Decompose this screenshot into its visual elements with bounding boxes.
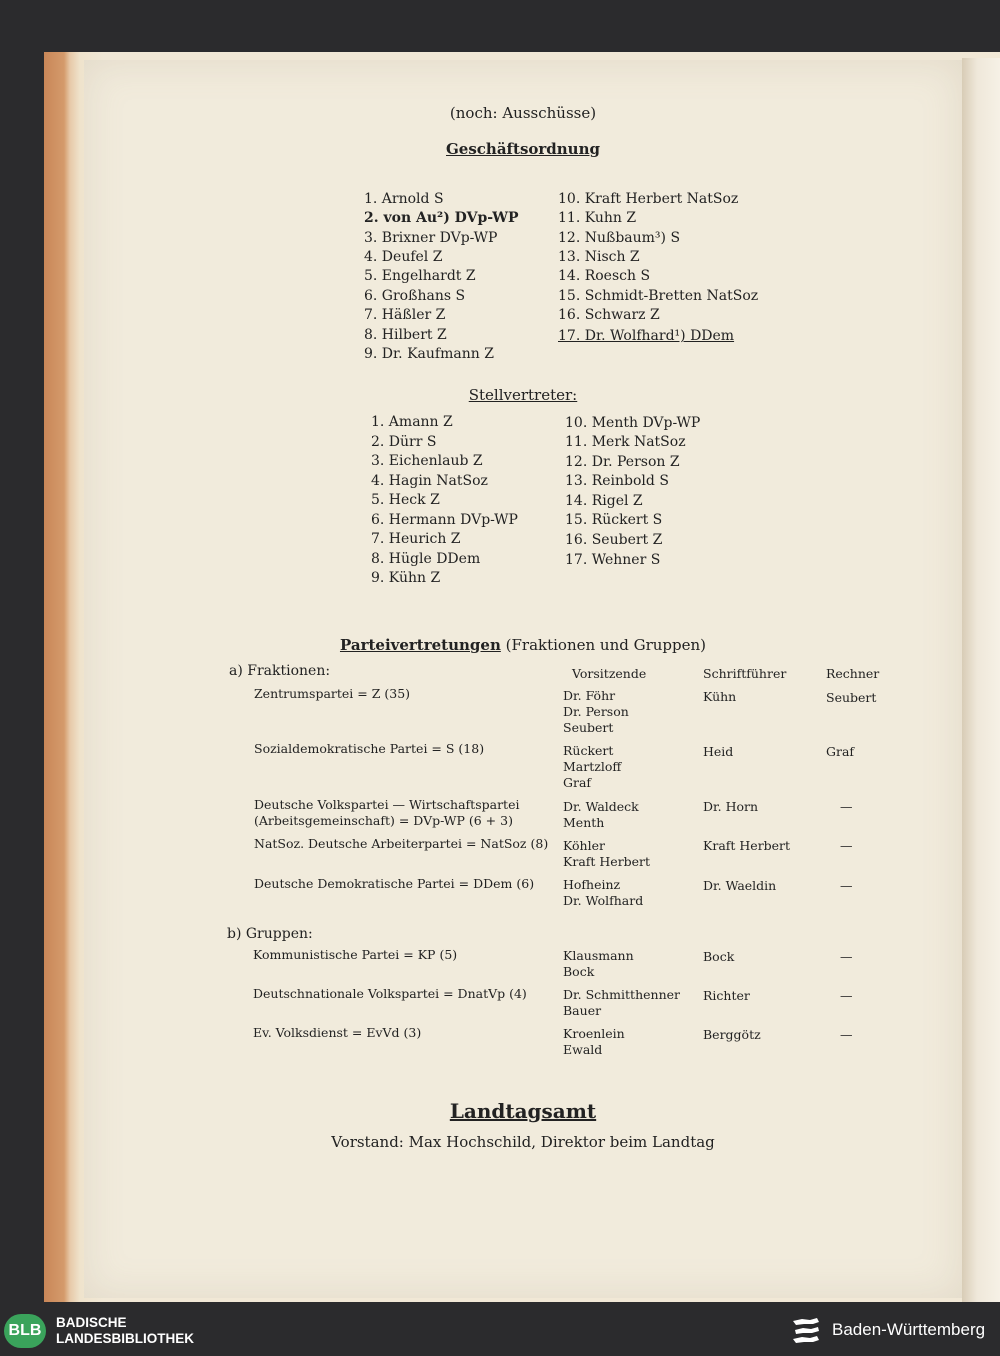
list-item: 13. Nisch Z [558, 249, 640, 265]
list-item: 8. Hügle DDem [371, 551, 481, 567]
chair-name: Dr. Person [563, 704, 629, 719]
chair-name: Dr. Wolfhard [563, 893, 644, 908]
party-name: NatSoz. Deutsche Arbeiterpartei = NatSoz (8) [254, 836, 549, 851]
section-title-parteivertretungen [84, 636, 962, 654]
column-header-vorsitzende: Vorsitzende [572, 666, 647, 681]
state-name[interactable]: Baden-Württemberg [832, 1320, 986, 1339]
chair-name: Martzloff [563, 759, 622, 774]
section-title-landtagsamt: Landtagsamt [449, 1099, 597, 1123]
chair-name: Graf [563, 775, 592, 790]
chair-name: Kroenlein [563, 1026, 625, 1041]
vorstand-line: Vorstand: Max Hochschild, Direktor beim Landtag [331, 1133, 715, 1151]
list-item: 5. Heck Z [371, 492, 440, 508]
treasurer-name: Graf [826, 744, 855, 759]
list-item: 8. Hilbert Z [364, 327, 447, 343]
secretary-name: Kraft Herbert [703, 838, 791, 853]
library-name[interactable] [56, 1315, 194, 1347]
party-name: Deutsche Volkspartei — Wirtschaftspartei [254, 797, 520, 812]
list-item: 16. Schwarz Z [558, 307, 660, 323]
party-name: Kommunistische Partei = KP (5) [253, 947, 458, 962]
party-name: Deutsche Demokratische Partei = DDem (6) [254, 876, 535, 891]
treasurer-name: Seubert [826, 690, 877, 705]
secretary-name: Dr. Waeldin [703, 878, 777, 893]
chair-name: Dr. Föhr [563, 688, 616, 703]
secretary-name: Dr. Horn [703, 799, 759, 814]
list-item: 16. Seubert Z [565, 532, 663, 548]
section-title-geschaeftsordnung: Geschäftsordnung [446, 140, 600, 158]
section-title-stellvertreter: Stellvertreter: [468, 386, 578, 404]
list-item: 14. Roesch S [558, 268, 651, 284]
list-item: 17. Dr. Wolfhard¹) DDem [558, 328, 735, 344]
party-name: Ev. Volksdienst = EvVd (3) [253, 1025, 422, 1040]
list-item: 6. Hermann DVp-WP [371, 512, 518, 528]
list-item: 4. Deufel Z [364, 249, 443, 265]
lions-coat-of-arms-icon[interactable] [790, 1316, 822, 1346]
secretary-name: Richter [703, 988, 750, 1003]
list-item: 14. Rigel Z [565, 493, 643, 509]
list-item: 3. Eichenlaub Z [371, 453, 483, 469]
party-name-continued: (Arbeitsgemeinschaft) = DVp-WP (6 + 3) [254, 813, 513, 828]
continued-heading: (noch: Ausschüsse) [449, 104, 597, 122]
column-header-rechner: Rechner [826, 666, 880, 681]
party-name: Zentrumspartei = Z (35) [254, 686, 411, 701]
secretary-name: Heid [703, 744, 734, 759]
chair-name: Dr. Waldeck [563, 799, 639, 814]
party-name: Sozialdemokratische Partei = S (18) [254, 741, 485, 756]
list-item: 2. von Au²) DVp-WP [364, 210, 519, 226]
list-item: 7. Häßler Z [364, 307, 446, 323]
chair-name: Ewald [563, 1042, 603, 1057]
list-item: 7. Heurich Z [371, 531, 461, 547]
list-item: 15. Schmidt-Bretten NatSoz [558, 288, 759, 304]
treasurer-name: — [840, 878, 853, 893]
list-item: 2. Dürr S [371, 434, 437, 450]
list-item: 11. Merk NatSoz [565, 434, 686, 450]
treasurer-name: — [840, 799, 853, 814]
chair-name: Menth [563, 815, 605, 830]
secretary-name: Kühn [703, 689, 737, 704]
list-item: 1. Arnold S [364, 191, 444, 207]
list-item: 5. Engelhardt Z [364, 268, 476, 284]
list-item: 17. Wehner S [565, 552, 661, 568]
list-item: 1. Amann Z [371, 414, 453, 430]
chair-name: Klausmann [563, 948, 634, 963]
list-item: 9. Kühn Z [371, 570, 441, 586]
library-name-line1: BADISCHE [56, 1315, 127, 1330]
column-header-schriftfuehrer: Schriftführer [703, 666, 787, 681]
chair-name: Hofheinz [563, 877, 621, 892]
next-page-edge [962, 58, 1000, 1302]
list-item: 6. Großhans S [364, 288, 466, 304]
chair-name: Seubert [563, 720, 614, 735]
blb-logo-icon[interactable]: BLB [4, 1314, 46, 1348]
chair-name: Rückert [563, 743, 614, 758]
list-item: 10. Kraft Herbert NatSoz [558, 191, 739, 207]
party-name: Deutschnationale Volkspartei = DnatVp (4) [253, 986, 527, 1001]
list-item: 9. Dr. Kaufmann Z [364, 346, 494, 362]
footer-bar [0, 1306, 1000, 1356]
list-item: 4. Hagin NatSoz [371, 473, 488, 489]
chair-name: Dr. Schmitthenner [563, 987, 681, 1002]
list-item: 12. Nußbaum³) S [558, 230, 681, 246]
secretary-name: Berggötz [703, 1027, 761, 1042]
treasurer-name: — [840, 949, 853, 964]
chair-name: Bock [563, 964, 595, 979]
list-item: 11. Kuhn Z [558, 210, 637, 226]
list-item: 10. Menth DVp-WP [565, 415, 701, 431]
list-item: 13. Reinbold S [565, 473, 669, 489]
gruppen-label: b) Gruppen: [227, 926, 313, 942]
list-item: 3. Brixner DVp-WP [364, 230, 498, 246]
chair-name: Kraft Herbert [563, 854, 651, 869]
treasurer-name: — [840, 1027, 853, 1042]
library-name-line2: LANDESBIBLIOTHEK [56, 1331, 194, 1346]
list-item: 15. Rückert S [565, 512, 663, 528]
treasurer-name: — [840, 838, 853, 853]
secretary-name: Bock [703, 949, 735, 964]
treasurer-name: — [840, 988, 853, 1003]
list-item: 12. Dr. Person Z [565, 454, 680, 470]
chair-name: Köhler [563, 838, 605, 853]
chair-name: Bauer [563, 1003, 602, 1018]
title-main: Parteivertretungen [339, 636, 501, 654]
fraktionen-label: a) Fraktionen: [229, 663, 331, 679]
title-suffix: (Fraktionen und Gruppen) [505, 636, 707, 654]
